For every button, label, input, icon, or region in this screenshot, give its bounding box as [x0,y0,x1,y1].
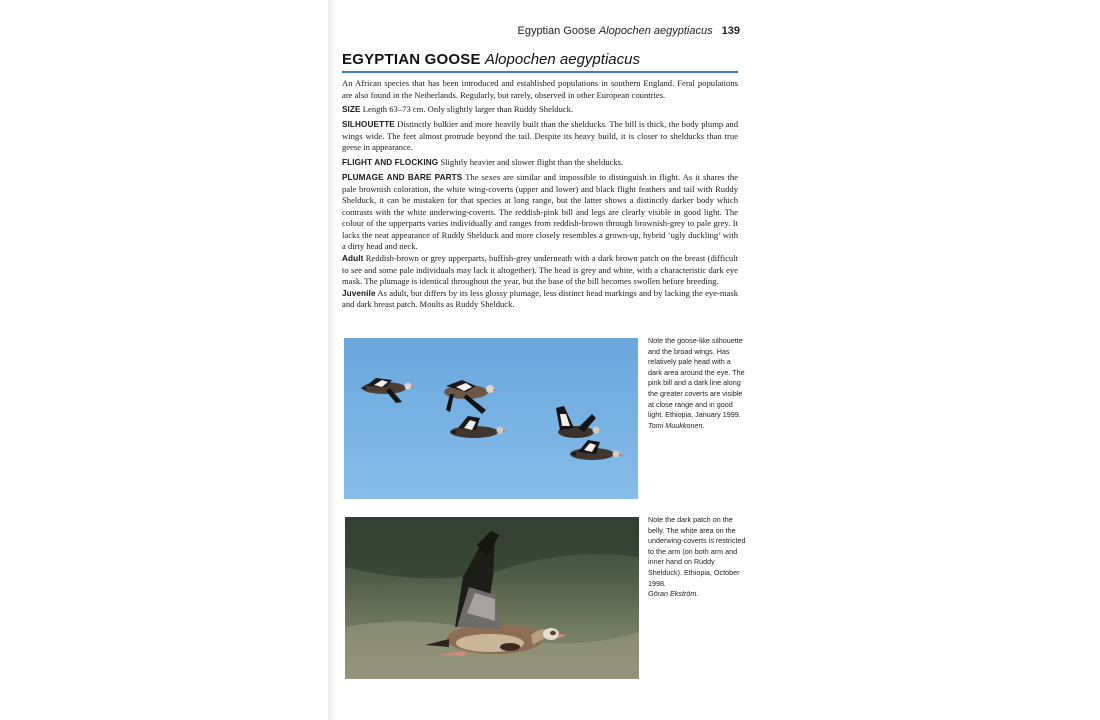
section-heading: FLIGHT AND FLOCKING [342,158,439,168]
running-head-common-name: Egyptian Goose [517,25,596,37]
age-adult [342,253,738,288]
caption-text: Note the goose-like silhouette and the broad wings. Has relatively pale head with a dark area around the eye. The pink bill and a dark line along the greater coverts are visible at close range and in good light. Ethiopia, January 1999. [648,336,745,420]
photo-caption [648,515,746,600]
photo-credit: Göran Ekström. [648,589,699,599]
page-gutter [328,0,336,720]
section-heading: PLUMAGE AND BARE PARTS [342,172,463,182]
section-heading: SIZE [342,105,361,115]
section-size [342,104,738,116]
age-juvenile [342,288,738,311]
intro-paragraph: An African species that has been introduced and established populations in southern England. Feral populations are also found in the Netherlands. Regularly, but rarely, observed in other European countries. [342,78,738,100]
page-number: 139 [721,25,740,37]
section-text: Slightly heavier and slower flight than the shelducks. [440,157,624,168]
species-latin-name: Alopochen aegyptiacus [484,51,640,68]
age-text: Reddish-brown or grey upperparts, buffish-grey underneath with a dark brown patch on the breast (difficult to see and some pale individuals may lack it altogether). The head is grey and white, with a characteristic dark eye mask. The plumage is identical throughout the year, but the base of the bill becomes swollen before breeding. [342,253,738,287]
section-heading: SILHOUETTE [342,120,395,130]
running-head [500,25,740,37]
section-plumage [342,172,738,253]
section-text: The sexes are similar and impossible to distinguish in flight. As it shares the pale brownish coloration, the white wing-coverts (upper and lower) and black flight feathers and tail with Ruddy Shelduck, it can be mistaken for that species at long range, but the latter shows a distinctly darker body which contrasts with the white underwing-coverts. The reddish-pink bill and legs are clearly visible in good light. The colour of the upperparts varies individually and ranges from reddish-brown through brownish-grey to pale grey. It lacks the neat appearance of Ruddy Shelduck and more closely resembles a grown-up, hybrid ‘ugly duckling’ with a dirty head and neck. [342,171,738,252]
section-silhouette [342,119,738,154]
title-rule [342,71,738,73]
age-heading: Juvenile [342,288,376,298]
photo-credit: Tomi Muukkonen. [648,420,705,430]
running-head-latin-name: Alopochen aegyptiacus [598,25,713,37]
flock-in-flight-photo [344,338,638,499]
section-text: Length 63–73 cm. Only slightly larger than Ruddy Shelduck. [362,104,574,115]
species-title [342,51,738,68]
age-text: As adult, but differs by its less glossy plumage, less distinct head markings and by lacking the eye-mask and dark breast patch. Moults as Ruddy Shelduck. [342,287,738,310]
section-text: Distinctly bulkier and more heavily built than the shelducks. The bill is thick, the body plump and wings wide. The feet almost protrude beyond the tail. Despite its heavy build, it is closer to shelducks than true geese in appearance. [342,119,738,153]
species-common-name: EGYPTIAN GOOSE [342,51,481,68]
single-goose-photo [345,517,639,679]
age-heading: Adult [342,254,364,264]
photo-caption [648,336,746,431]
species-account [342,78,738,314]
caption-text: Note the dark patch on the belly. The white area on the underwing-coverts is restricted to the arm (on both arm and inner hand on Ruddy Shelduck). Ethiopia, October 1998. [648,515,746,588]
section-flight [342,157,738,169]
